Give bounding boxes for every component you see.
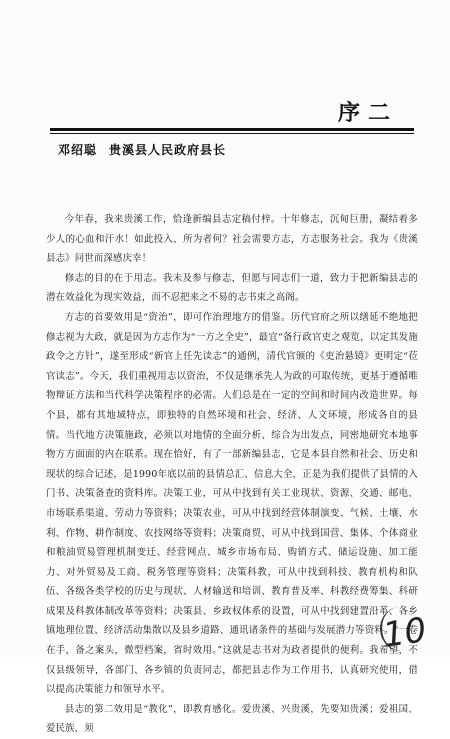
paragraph: 县志的第二效用是“教化”，即教育感化。爱贵溪、兴贵溪，先要知贵溪；爱祖国、爱民族，须 xyxy=(46,703,418,735)
title-rule-thin xyxy=(50,133,414,134)
author-name: 邓绍聪 xyxy=(58,143,98,157)
paragraph: 修志的目的在于用志。我未及参与修志，但愿与同志们一道，致力于把新编县志的潜在效益化为现实效益，而不忍把来之不易的志书束之高阁。 xyxy=(46,272,418,304)
paragraph: 今年春，我来贵溪工作，恰逢新编县志定稿付梓。十年修志，沉甸巨册，凝结着多少人的心血和汗水！如此投入，所为者何？社会需要方志，方志服务社会。我为《贵溪县志》问世而深感庆幸！ xyxy=(46,214,418,265)
paragraph: 方志的首要效用是“资治”，即可作治理地方的借鉴。历代官府之所以缮延不绝地把修志视为大政，就是因为方志作为“一方之全史”，最宜“备行政官吏之观览，以定其发施政令之方针”，遂至形成“新官上任先读志”的通例，清代官颁的《吏治悬镜》更明定“莅官读志”。今天，我们重视用志以资治，不仅是继承先人为政的可取传统，更基于遵循唯物辩证方法和当代科学决策程序的必需。人们总是在一定的空间和时间内改造世界。每个县，都有其地域特点，即独特的自然环境和社会、经济、人文环境，形成各自的县情。当代地方决策施政，必须以对地情的全面分析、综合为出发点，同密地研究本地事物方方面面的内在联系。现在恰好，有了一部新编县志，它是本县自然和社会、历史和现状的综合记述，是1990年底以前的县情总汇、信息大全，正是为我们提供了县情的入门书、决策备查的资料库。决策工业，可从中找到有关工业现状、资源、交通、邮电、市场联系渠道、劳动力等资料；决策农业，可从中找到经营体制演变、气候、土壤、水利、作物、耕作制度、农技网络等资料；决策商贸，可从中找到国营、集体、个体商业和粮油贸易管理机制变迁、经营网点、城乡市场布局、购销方式、储运设施、加工能力、对外贸易及工商、税务管理等资料；决策科教，可从中找到科技、教育机构和队伍、各级各类学校的历史与现状、人材输送和培训、教育普及率、科教经费筹集、科研成果及科教体制改革等资料；决策县、乡政权体系的设置，可从中找到建置沿革、各乡镇地理位置、经济活动集散以及县乡道路、通讯诸条件的基础与发展潜力等资料。“一卷在手，备之案头，微型档案，省时效用。”这就是志书对为政者提供的便利。我希望，不仅县级领导，各部门、各乡镇的负责同志，都把县志作为工作用书，认真研究使用，借以提高决策能力和领导水平。 xyxy=(46,311,418,696)
author-line xyxy=(58,141,226,158)
handwritten-page-number: 10 xyxy=(380,610,429,656)
body-text xyxy=(46,210,418,739)
title-rule-thick xyxy=(50,128,414,131)
author-title: 贵溪县人民政府县长 xyxy=(109,143,227,157)
page-title: 序二 xyxy=(337,101,398,126)
